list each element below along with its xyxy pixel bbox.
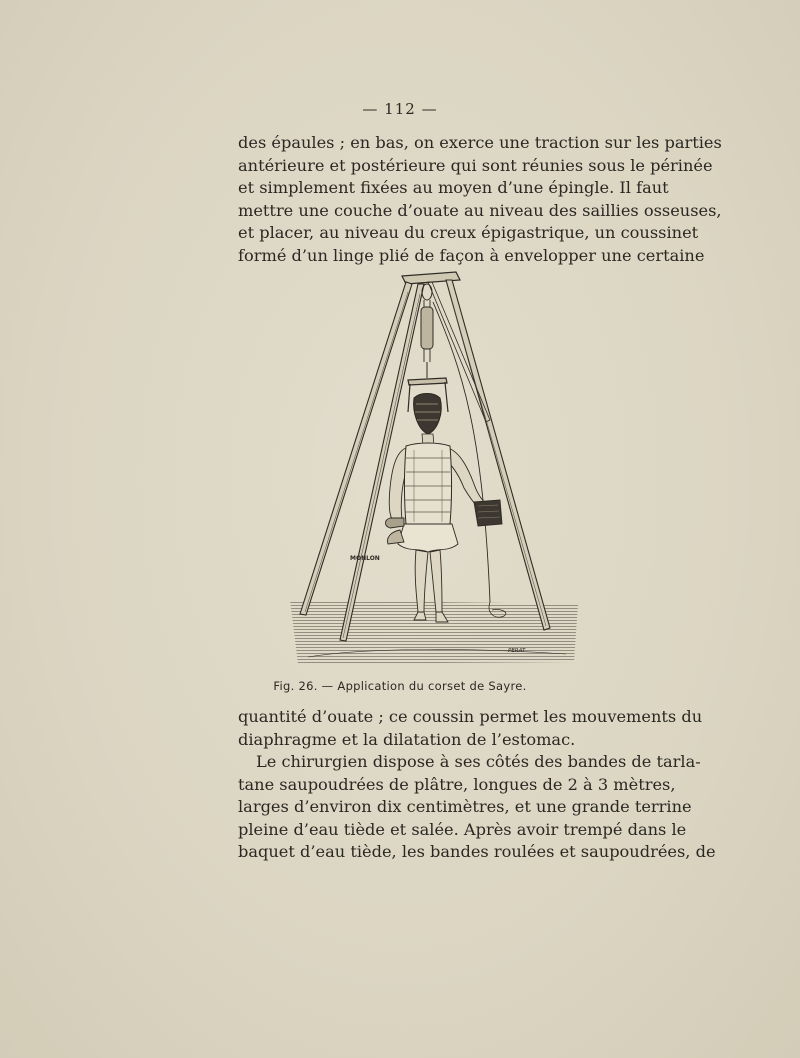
- paragraph-continuation: [238, 706, 703, 751]
- pelvis-cloth: [388, 524, 459, 552]
- page-number: — 112 —: [362, 100, 438, 118]
- paragraph-top: [238, 132, 722, 268]
- text-line: diaphragme et la dilatation de l’estomac.: [238, 729, 576, 749]
- text-line: antérieure et postérieure qui sont réunies sous le périnée: [238, 155, 713, 175]
- head-harness: [414, 394, 442, 435]
- plaster-corset: [405, 443, 452, 524]
- text-line: et simplement fixées au moyen d’une épingle. Il faut: [238, 178, 669, 198]
- figure-caption: Fig. 26. — Application du corset de Sayre.: [273, 679, 527, 693]
- illustration-label: MONLON: [350, 555, 380, 562]
- text-line: des épaules ; en bas, on exerce une traction sur les parties: [238, 133, 722, 152]
- text-line: pleine d’eau tiède et salée. Après avoir trempé dans le: [238, 819, 687, 839]
- text-line: tane saupoudrées de plâtre, longues de 2 à 3 mètres,: [238, 774, 676, 794]
- text-line: formé d’un linge plié de façon à envelopper une certaine: [238, 245, 705, 265]
- sayre-corset-illustration: [278, 262, 588, 672]
- text-line: et placer, au niveau du creux épigastrique, un coussinet: [238, 223, 699, 243]
- floor-hatching: [290, 600, 578, 664]
- text-line: quantité d’ouate ; ce coussin permet les mouvements du: [238, 707, 703, 726]
- text-line: mettre une couche d’ouate au niveau des saillies osseuses,: [238, 200, 722, 220]
- text-line: baquet d’eau tiède, les bandes roulées et saupoudrées, de: [238, 842, 716, 862]
- text-line: larges d’environ dix centimètres, et une grande terrine: [238, 797, 692, 817]
- text-line: Le chirurgien dispose à ses côtés des bandes de tarla-: [256, 752, 701, 771]
- paragraph-bottom: [238, 751, 716, 864]
- engraver-signature: PERAT: [508, 648, 526, 654]
